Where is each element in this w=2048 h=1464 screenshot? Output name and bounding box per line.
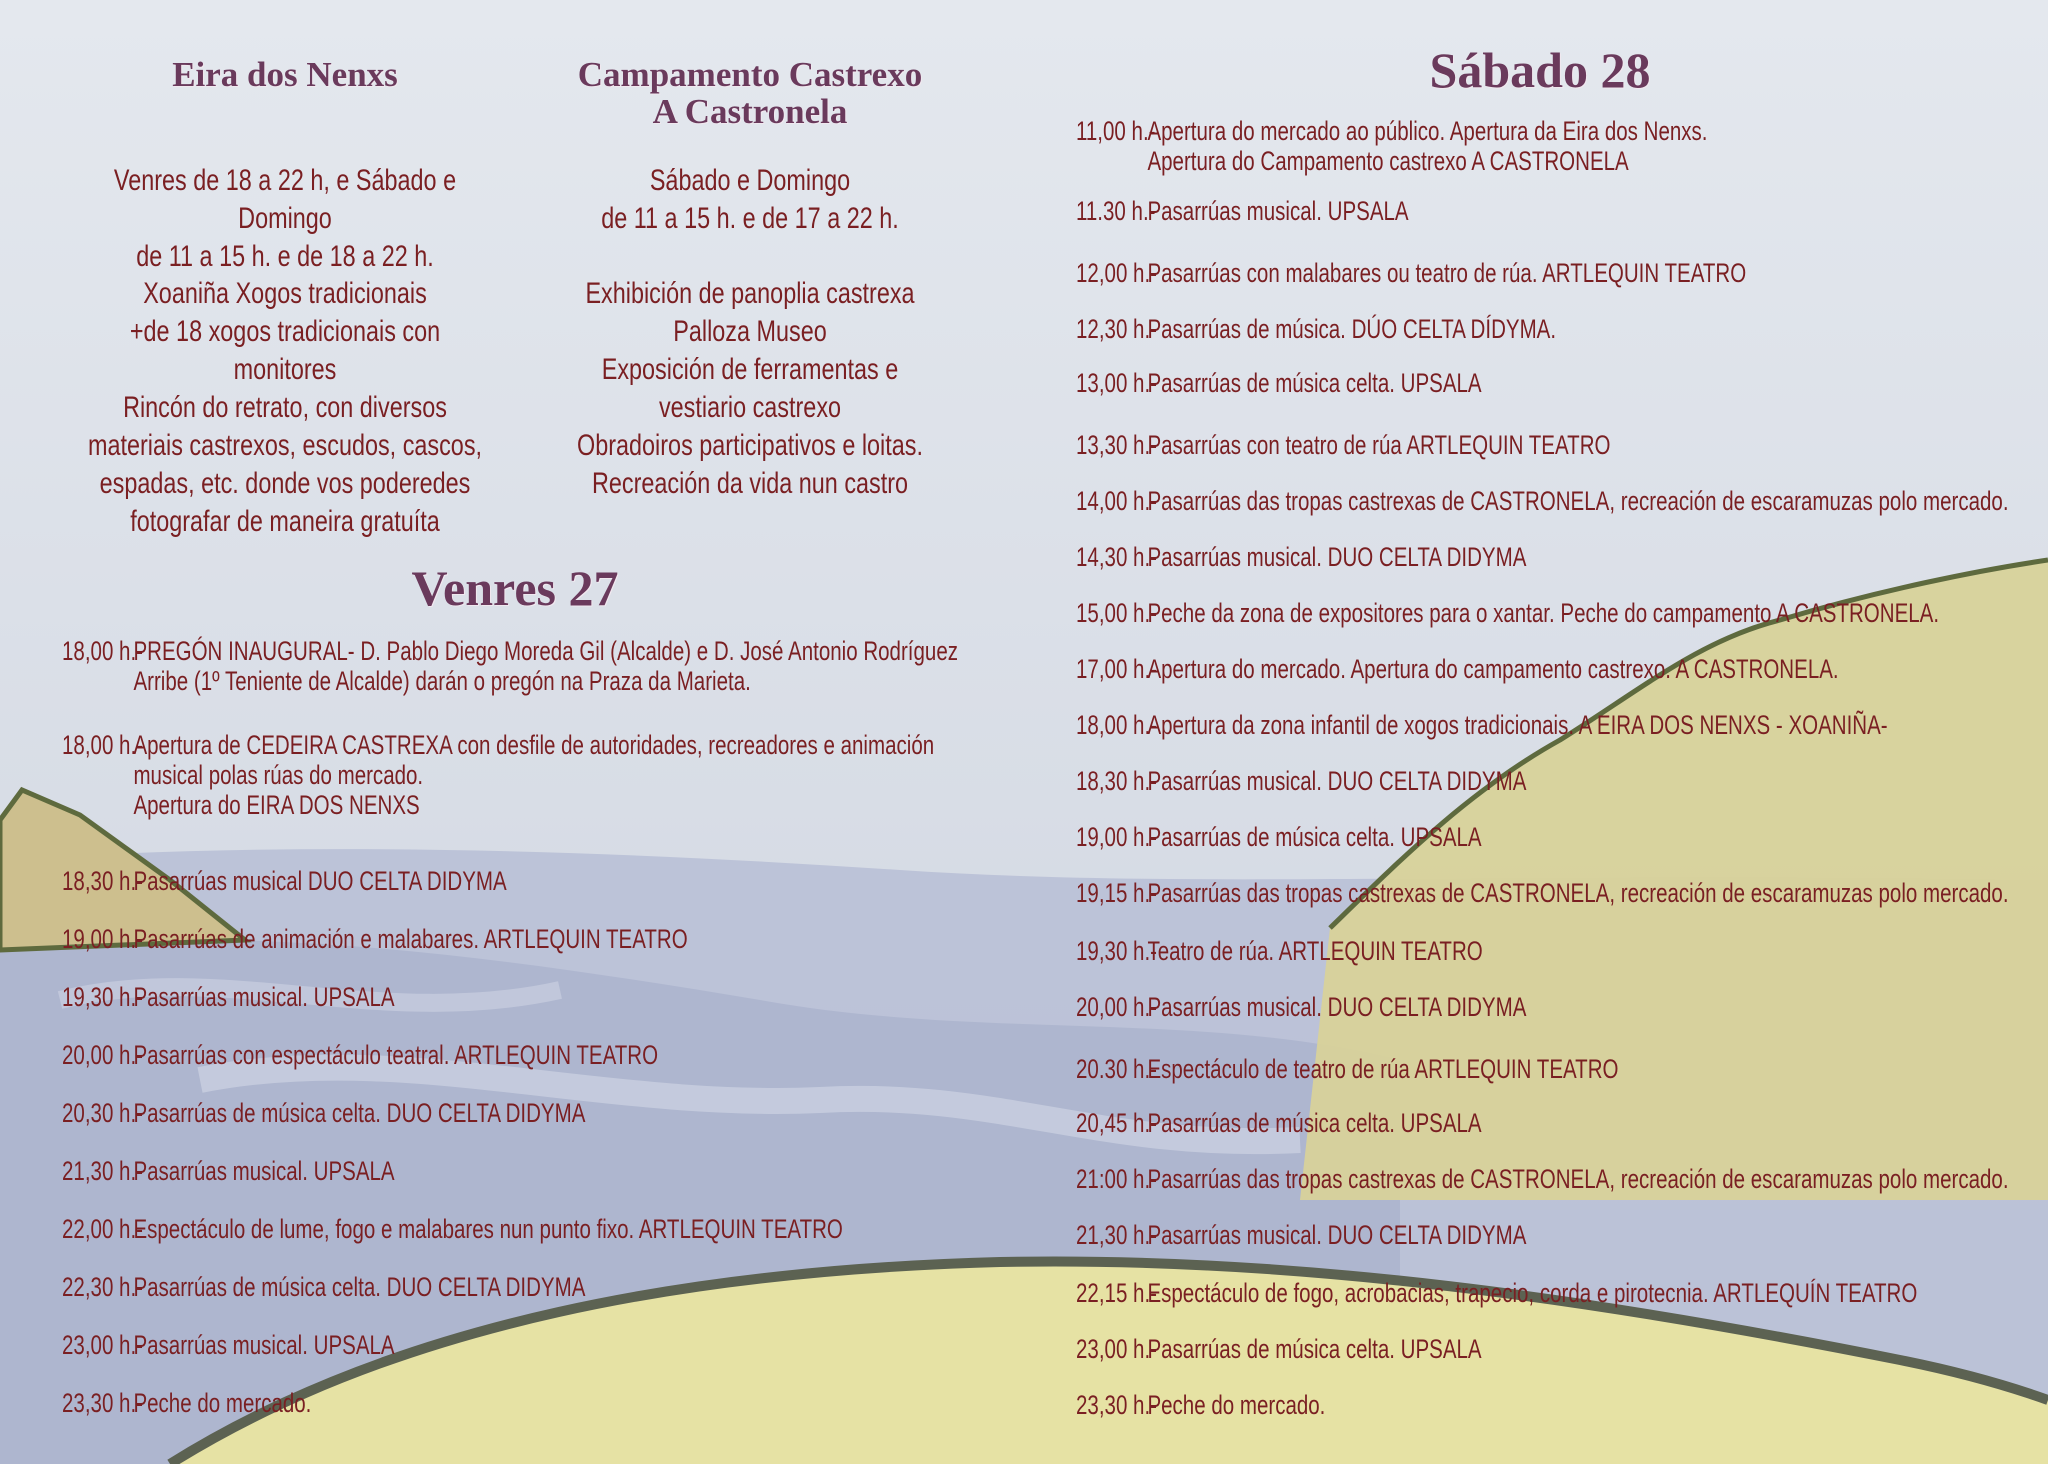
eira-activities — [78, 275, 491, 541]
schedule-item — [62, 1214, 843, 1244]
event-description — [133, 1388, 311, 1418]
event-line: Apertura do EIRA DOS NENXS — [133, 790, 420, 820]
venres-title: Venres 27 — [411, 560, 619, 616]
event-description — [1147, 486, 2008, 516]
event-time: 19,30 h.- — [1076, 936, 1157, 966]
schedule-item — [62, 924, 688, 954]
event-time: 19,00 h.- — [1076, 822, 1157, 852]
schedule-item — [62, 636, 958, 696]
event-description — [1147, 430, 1610, 460]
event-time: 20,00 h.- — [62, 1040, 143, 1070]
event-line: Apertura do mercado. Apertura do campamento castrexo. A CASTRONELA. — [1147, 654, 1839, 684]
event-line: Pasarrúas musical. UPSALA — [133, 1330, 395, 1360]
event-time: 23,30 h.- — [1076, 1390, 1157, 1420]
schedule-item — [1076, 992, 1526, 1022]
event-time: 22,00 h.- — [62, 1214, 143, 1244]
event-description — [1147, 1108, 1481, 1138]
event-description — [1147, 598, 1939, 628]
schedule-item — [1076, 710, 1888, 740]
event-description — [1147, 936, 1482, 966]
schedule-item — [62, 1040, 658, 1070]
schedule-item — [62, 982, 395, 1012]
event-line: Pasarrúas con malabares ou teatro de rúa. ARTLEQUIN TEATRO — [1147, 258, 1747, 288]
event-time: 23,00 h.- — [62, 1330, 143, 1360]
event-description — [1147, 258, 1746, 288]
schedule-item — [1076, 1164, 2009, 1194]
event-description — [1147, 710, 1887, 740]
event-description — [1147, 314, 1556, 344]
campamento-hours-line: de 11 a 15 h. e de 17 a 22 h. — [601, 202, 899, 235]
event-line: Pasarrúas musical. DUO CELTA DIDYMA — [1147, 1220, 1527, 1250]
event-description — [133, 1272, 585, 1302]
schedule-item — [1076, 1108, 1482, 1138]
event-time: 13,30 h.- — [1076, 430, 1157, 460]
event-time: 22,15 h.- — [1076, 1278, 1157, 1308]
event-description — [133, 866, 506, 896]
event-line: Pasarrúas de animación e malabares. ARTLEQUIN TEATRO — [133, 924, 688, 954]
event-line: Pasarrúas con teatro de rúa ARTLEQUIN TEATRO — [1147, 430, 1611, 460]
event-description — [1147, 1164, 2008, 1194]
eira-activity: Xoaniña Xogos tradicionais — [143, 277, 427, 310]
event-line: Arribe (1º Teniente de Alcalde) darán o pregón na Praza da Marieta. — [133, 666, 751, 696]
event-description — [133, 1098, 585, 1128]
event-line: Apertura do mercado ao público. Apertura da Eira dos Nenxs. — [1147, 116, 1708, 146]
schedule-item — [1076, 486, 2009, 516]
schedule-item — [1076, 822, 1482, 852]
event-time: 20.30 h.- — [1076, 1054, 1157, 1084]
event-time: 11,00 h.- — [1076, 116, 1156, 146]
event-time: 14,30 h.- — [1076, 542, 1157, 572]
event-time: 18,30 h.- — [1076, 766, 1157, 796]
event-line: Apertura de CEDEIRA CASTREXA con desfile de autoridades, recreadores e animación — [133, 730, 935, 760]
schedule-item — [1076, 314, 1556, 344]
event-description — [1147, 992, 1526, 1022]
event-time: 17,00 h.- — [1076, 654, 1157, 684]
event-line: Pasarrúas das tropas castrexas de CASTRONELA, recreación de escaramuzas polo mercado. — [1147, 878, 2009, 908]
event-description — [133, 636, 958, 696]
event-line: Pasarrúas musical DUO CELTA DIDYMA — [133, 866, 507, 896]
schedule-item — [62, 1388, 311, 1418]
schedule-item — [1076, 368, 1482, 398]
event-description — [133, 1156, 394, 1186]
eira-activity: +de 18 xogos tradicionais con monitores — [129, 315, 441, 386]
event-line: Teatro de rúa. ARTLEQUIN TEATRO — [1147, 936, 1483, 966]
schedule-item — [1076, 1390, 1325, 1420]
event-time: 21,30 h.- — [1076, 1220, 1157, 1250]
event-line: Apertura do Campamento castrexo A CASTRONELA — [1147, 146, 1629, 176]
schedule-item — [62, 1272, 585, 1302]
event-description — [1147, 542, 1526, 572]
schedule-item — [1076, 654, 1839, 684]
schedule-item — [1076, 766, 1526, 796]
event-line: Espectáculo de fogo, acrobacias, trapecio, corda e pirotecnia. ARTLEQUÍN TEATRO — [1147, 1278, 1918, 1308]
event-description — [1147, 1334, 1481, 1364]
event-line: Pasarrúas de música celta. UPSALA — [1147, 1334, 1482, 1364]
event-time: 18,00 h.- — [62, 636, 143, 666]
eira-activity: Rincón do retrato, con diversos — [123, 391, 447, 424]
schedule-item — [1076, 116, 1708, 176]
event-time: 15,00 h.- — [1076, 598, 1157, 628]
event-line: Pasarrúas musical. DUO CELTA DIDYMA — [1147, 542, 1527, 572]
eira-hours — [78, 162, 491, 276]
event-line: PREGÓN INAUGURAL- D. Pablo Diego Moreda Gil (Alcalde) e D. José Antonio Rodríguez — [133, 636, 959, 666]
event-time: 18,00 h.- — [1076, 710, 1157, 740]
event-time: 20,30 h.- — [62, 1098, 143, 1128]
event-description — [1147, 1054, 1618, 1084]
schedule-item — [62, 866, 507, 896]
schedule-item — [1076, 196, 1409, 226]
event-line: Pasarrúas de música celta. UPSALA — [1147, 822, 1482, 852]
schedule-item — [62, 1156, 395, 1186]
eira-activity: espadas, etc. donde vos poderedes — [99, 467, 471, 500]
event-time: 20,00 h.- — [1076, 992, 1157, 1022]
campamento-activity: Recreación da vida nun castro — [591, 467, 909, 500]
event-time: 20,45 h.- — [1076, 1108, 1157, 1138]
event-time: 23,00 h.- — [1076, 1334, 1157, 1364]
event-line: Pasarrúas musical. UPSALA — [1147, 196, 1409, 226]
event-line: Espectáculo de teatro de rúa ARTLEQUIN TEATRO — [1147, 1054, 1619, 1084]
event-time: 18,30 h.- — [62, 866, 143, 896]
event-description — [133, 982, 394, 1012]
event-time: 22,30 h.- — [62, 1272, 143, 1302]
event-line: Pasarrúas musical. DUO CELTA DIDYMA — [1147, 766, 1527, 796]
event-line: Pasarrúas de música celta. UPSALA — [1147, 368, 1482, 398]
eira-title: Eira dos Nenxs — [172, 55, 398, 94]
eira-hours-line: de 11 a 15 h. e de 18 a 22 h. — [136, 240, 434, 273]
event-description — [1147, 766, 1526, 796]
campamento-hours-line: Sábado e Domingo — [649, 164, 851, 197]
event-description — [1147, 878, 2008, 908]
campamento-activities — [547, 275, 953, 503]
event-description — [1147, 654, 1838, 684]
schedule-item — [62, 730, 934, 820]
schedule-item — [1076, 598, 1939, 628]
campamento-activity: Exposición de ferramentas e — [601, 353, 899, 386]
campamento-title — [500, 56, 1000, 130]
event-line: Pasarrúas de música celta. DUO CELTA DIDYMA — [133, 1272, 586, 1302]
event-line: Pasarrúas de música celta. DUO CELTA DIDYMA — [133, 1098, 586, 1128]
event-time: 19,15 h.- — [1076, 878, 1157, 908]
event-time: 19,30 h.- — [62, 982, 143, 1012]
event-line: Peche da zona de expositores para o xantar. Peche do campamento A CASTRONELA. — [1147, 598, 1940, 628]
event-description — [1147, 822, 1481, 852]
event-time: 12,30 h.- — [1076, 314, 1157, 344]
event-line: Peche do mercado. — [1147, 1390, 1326, 1420]
eira-activity: fotografar de maneira gratuíta — [130, 505, 440, 538]
schedule-item — [1076, 936, 1483, 966]
event-description — [1147, 196, 1408, 226]
schedule-item — [1076, 1220, 1526, 1250]
event-line: Pasarrúas de música celta. UPSALA — [1147, 1108, 1482, 1138]
schedule-item — [1076, 258, 1746, 288]
event-line: Pasarrúas das tropas castrexas de CASTRONELA, recreación de escaramuzas polo mercado. — [1147, 486, 2009, 516]
event-line: Pasarrúas musical. DUO CELTA DIDYMA — [1147, 992, 1527, 1022]
event-description — [1147, 1220, 1526, 1250]
schedule-item — [62, 1098, 585, 1128]
campamento-title-line: Campamento Castrexo — [577, 55, 923, 94]
event-description — [1147, 116, 1707, 176]
campamento-hours — [547, 162, 953, 238]
event-line: Peche do mercado. — [133, 1388, 312, 1418]
event-description — [133, 1214, 842, 1244]
event-line: Pasarrúas musical. UPSALA — [133, 1156, 395, 1186]
event-time: 19,00 h.- — [62, 924, 143, 954]
schedule-item — [1076, 1334, 1482, 1364]
event-time: 21:00 h.- — [1076, 1164, 1157, 1194]
event-description — [133, 924, 687, 954]
event-line: Pasarrúas de música. DÚO CELTA DÍDYMA. — [1147, 314, 1557, 344]
eira-activity: materiais castrexos, escudos, cascos, — [87, 429, 483, 462]
event-line: Pasarrúas das tropas castrexas de CASTRONELA, recreación de escaramuzas polo mercado. — [1147, 1164, 2009, 1194]
event-time: 13,00 h.- — [1076, 368, 1157, 398]
event-line: Apertura da zona infantil de xogos tradicionais. A EIRA DOS NENXS - XOANIÑA- — [1147, 710, 1888, 740]
sabado-title: Sábado 28 — [1429, 42, 1651, 98]
event-description — [1147, 1390, 1325, 1420]
schedule-item — [1076, 1278, 1917, 1308]
campamento-activity: Palloza Museo — [673, 315, 827, 348]
schedule-item — [62, 1330, 395, 1360]
event-time: 23,30 h.- — [62, 1388, 143, 1418]
schedule-item — [1076, 542, 1526, 572]
event-time: 12,00 h.- — [1076, 258, 1157, 288]
event-time: 11.30 h.- — [1076, 196, 1156, 226]
eira-hours-line: Venres de 18 a 22 h, e Sábado e Domingo — [113, 164, 457, 235]
event-time: 21,30 h.- — [62, 1156, 143, 1186]
campamento-activity: Obradoiros participativos e loitas. — [577, 429, 923, 462]
campamento-activity: Exhibición de panoplia castrexa — [585, 277, 915, 310]
event-description — [133, 730, 934, 820]
event-time: 14,00 h.- — [1076, 486, 1157, 516]
event-line: musical polas rúas do mercado. — [133, 760, 424, 790]
event-line: Pasarrúas musical. UPSALA — [133, 982, 395, 1012]
campamento-activity: vestiario castrexo — [658, 391, 842, 424]
campamento-title-line: A Castronela — [652, 92, 848, 131]
event-description — [1147, 368, 1481, 398]
schedule-item — [1076, 430, 1610, 460]
event-description — [1147, 1278, 1917, 1308]
event-time: 18,00 h.- — [62, 730, 143, 760]
schedule-item — [1076, 1054, 1618, 1084]
schedule-item — [1076, 878, 2009, 908]
event-line: Pasarrúas con espectáculo teatral. ARTLEQUIN TEATRO — [133, 1040, 659, 1070]
event-line: Espectáculo de lume, fogo e malabares nun punto fixo. ARTLEQUIN TEATRO — [133, 1214, 843, 1244]
event-description — [133, 1040, 658, 1070]
event-description — [133, 1330, 394, 1360]
